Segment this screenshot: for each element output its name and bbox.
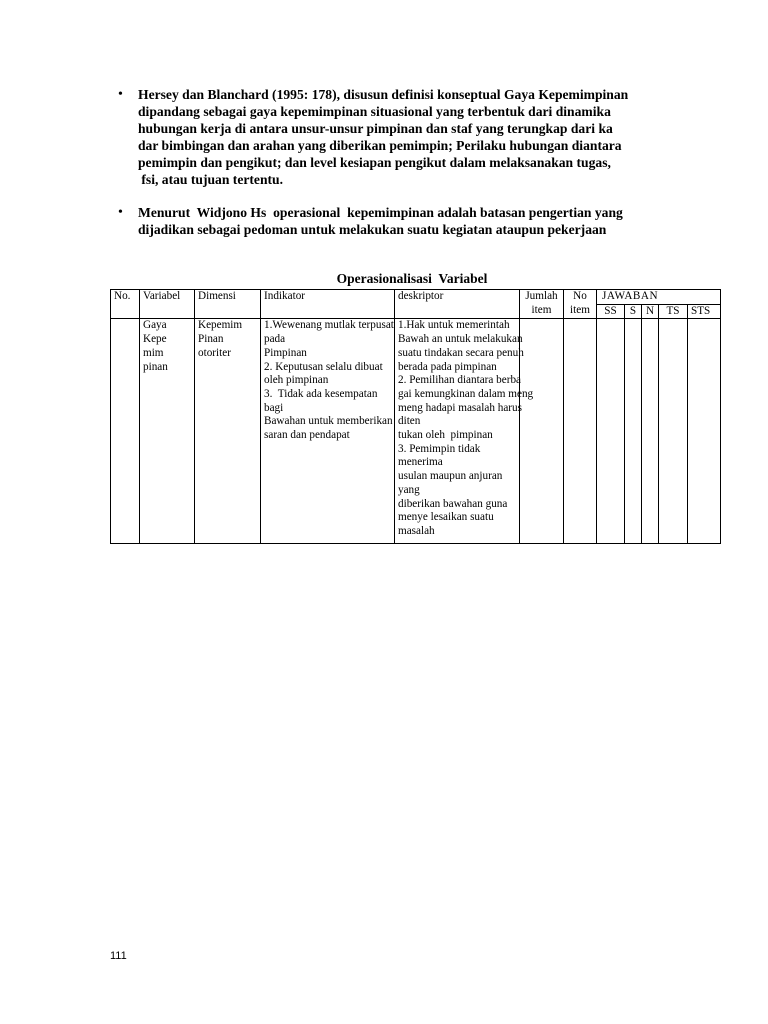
cell-line: pada bbox=[264, 333, 286, 346]
header-dimensi: Dimensi bbox=[195, 290, 261, 319]
cell-s bbox=[625, 319, 642, 544]
cell-line: gai kemungkinan dalam meng bbox=[398, 387, 534, 400]
cell-dimensi bbox=[195, 319, 261, 544]
cell-line: Bawahan untuk memberikan bbox=[264, 415, 393, 428]
text-line: Hersey dan Blanchard (1995: 178), disusun definisi konseptual Gaya Kepemimpinan bbox=[138, 87, 629, 102]
header-sts: STS bbox=[688, 304, 721, 319]
text-line: dipandang sebagai gaya kepemimpinan situasional yang terbentuk dari dinamika bbox=[138, 104, 611, 119]
cell-line: otoriter bbox=[198, 346, 231, 359]
header-deskriptor: deskriptor bbox=[395, 290, 520, 319]
cell-line: Kepemim bbox=[198, 319, 243, 332]
cell-line: diten bbox=[398, 415, 421, 428]
cell-line: Pimpinan bbox=[264, 346, 307, 359]
cell-line: yang bbox=[398, 483, 420, 496]
cell-line: pinan bbox=[143, 360, 168, 373]
cell-line: tukan oleh pimpinan bbox=[398, 429, 493, 442]
header-no-item bbox=[564, 290, 597, 319]
text-line: dar bimbingan dan arahan yang diberikan pemimpin; Perilaku hubungan diantara bbox=[138, 138, 622, 153]
cell-n bbox=[642, 319, 659, 544]
cell-line: masalah bbox=[398, 524, 435, 537]
header-jawaban: JAWABAN bbox=[597, 290, 721, 305]
header-jumlah-item bbox=[520, 290, 564, 319]
cell-ts bbox=[659, 319, 688, 544]
bullet-item-widjono bbox=[118, 204, 718, 238]
cell-deskriptor bbox=[395, 319, 534, 544]
cell-variabel bbox=[140, 319, 195, 544]
bullet-dot-icon: • bbox=[118, 205, 123, 220]
cell-line: suatu tindakan secara penuh bbox=[398, 346, 524, 359]
cell-no-item bbox=[564, 319, 597, 544]
cell-sts bbox=[688, 319, 721, 544]
cell-line: 3. Tidak ada kesempatan bbox=[264, 387, 378, 400]
header-variabel: Variabel bbox=[140, 290, 195, 319]
cell-line: meng hadapi masalah harus bbox=[398, 401, 522, 414]
cell-line: 1.Hak untuk memerintah bbox=[398, 319, 510, 332]
header-n: N bbox=[642, 304, 659, 319]
cell-line: Bawah an untuk melakukan bbox=[398, 333, 523, 346]
cell-line: Pinan bbox=[198, 333, 224, 346]
cell-no bbox=[111, 319, 140, 544]
table-wrapper bbox=[110, 289, 714, 544]
bullet-item-hersey bbox=[118, 86, 718, 188]
header-item-line: item bbox=[531, 303, 552, 316]
cell-line: 3. Pemimpin tidak bbox=[398, 442, 481, 455]
cell-line: mim bbox=[143, 346, 164, 359]
cell-indikator bbox=[261, 319, 395, 544]
cell-line: usulan maupun anjuran bbox=[398, 470, 503, 483]
cell-line: berada pada pimpinan bbox=[398, 360, 497, 373]
cell-line: diberikan bawahan guna bbox=[398, 497, 508, 510]
text-line: dijadikan sebagai pedoman untuk melakukan suatu kegiatan ataupun pekerjaan bbox=[138, 222, 607, 237]
cell-line: Kepe bbox=[143, 333, 167, 346]
cell-line: saran dan pendapat bbox=[264, 429, 350, 442]
cell-line: 2. Pemilihan diantara berba bbox=[398, 374, 522, 387]
text-line: fsi, atau tujuan tertentu. bbox=[138, 172, 283, 187]
table-row bbox=[111, 319, 721, 544]
header-no-line: No bbox=[573, 290, 587, 302]
header-no: No. bbox=[111, 290, 140, 319]
bullet-list bbox=[118, 86, 718, 254]
page-number: 111 bbox=[110, 950, 127, 962]
header-s: S bbox=[625, 304, 642, 319]
header-indikator: Indikator bbox=[261, 290, 395, 319]
table-header-row bbox=[111, 290, 721, 305]
cell-line: menerima bbox=[398, 456, 443, 469]
text-line: hubungan kerja di antara unsur-unsur pimpinan dan staf yang terungkap dari ka bbox=[138, 121, 613, 136]
header-item-line: item bbox=[570, 303, 590, 316]
cell-line: 1.Wewenang mutlak terpusat bbox=[264, 319, 394, 332]
cell-line: bagi bbox=[264, 401, 284, 414]
cell-line: menye lesaikan suatu bbox=[398, 511, 494, 524]
header-jumlah-line: Jumlah bbox=[525, 290, 558, 302]
text-line: pemimpin dan pengikut; dan level kesiapan pengikut dalam melaksanakan tugas, bbox=[138, 155, 611, 170]
cell-ss bbox=[597, 319, 625, 544]
header-ss: SS bbox=[597, 304, 625, 319]
cell-line: oleh pimpinan bbox=[264, 374, 329, 387]
cell-line: 2. Keputusan selalu dibuat bbox=[264, 360, 383, 373]
cell-jumlah-item bbox=[520, 319, 564, 544]
operationalization-table bbox=[110, 289, 721, 544]
header-ts: TS bbox=[659, 304, 688, 319]
text-line: Menurut Widjono Hs operasional kepemimpinan adalah batasan pengertian yang bbox=[138, 205, 623, 220]
table-title: Operasionalisasi Variabel bbox=[336, 271, 488, 286]
bullet-dot-icon: • bbox=[118, 87, 123, 102]
cell-line: Gaya bbox=[143, 319, 167, 332]
